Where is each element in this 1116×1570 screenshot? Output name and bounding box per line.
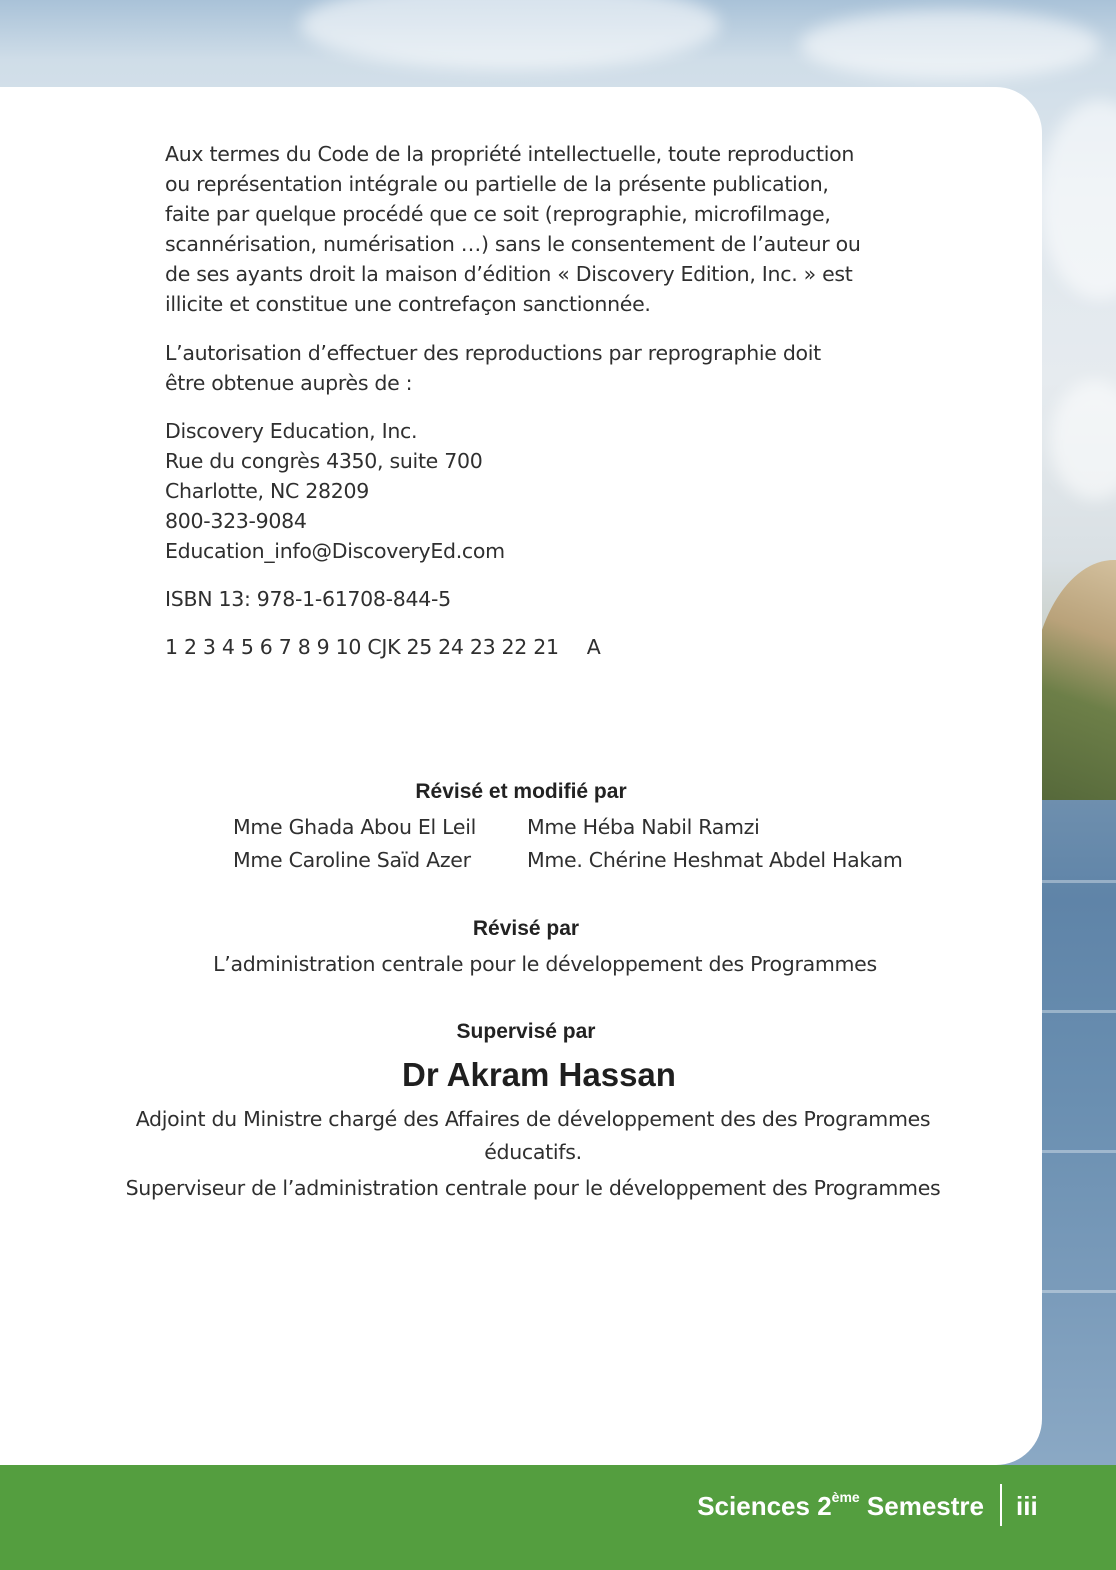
publisher-street: Rue du congrès 4350, suite 700: [165, 449, 483, 473]
water-ripple: [1040, 880, 1116, 883]
supervisor-name: Dr Akram Hassan: [402, 1056, 676, 1093]
publisher-phone: 800-323-9084: [165, 509, 307, 533]
footer-divider: [1000, 1484, 1002, 1526]
reviser-name: Mme Héba Nabil Ramzi: [527, 815, 760, 839]
copyright-line: de ses ayants droit la maison d’édition « Discovery Edition, Inc. » est: [165, 262, 853, 286]
supervisor-role-line: éducatifs.: [484, 1140, 582, 1164]
hillside: [1030, 560, 1116, 800]
cloud: [1040, 100, 1116, 300]
names-column-left: [233, 811, 476, 877]
publisher-city: Charlotte, NC 28209: [165, 479, 369, 503]
footer-title-prefix: Sciences 2: [697, 1491, 832, 1521]
isbn-text: ISBN 13: 978-1-61708-844-5: [165, 587, 451, 611]
authorization-line: L’autorisation d’effectuer des reproductions par reprographie doit: [165, 341, 821, 365]
cloud: [300, 0, 720, 70]
print-run-numbers: 1 2 3 4 5 6 7 8 9 10 CJK 25 24 23 22 21: [165, 635, 559, 659]
revised-heading: Révisé par: [472, 917, 580, 940]
authorization-line: être obtenue auprès de :: [165, 371, 413, 395]
copyright-line: faite par quelque procédé que ce soit (reprographie, microfilmage,: [165, 202, 831, 226]
copyright-line: Aux termes du Code de la propriété intellectuelle, toute reproduction: [165, 142, 855, 166]
supervisor-role-line: Superviseur de l’administration centrale pour le développement des Programmes: [125, 1176, 941, 1200]
copyright-line: ou représentation intégrale ou partielle de la présente publication,: [165, 172, 829, 196]
supervised-heading: Supervisé par: [456, 1020, 596, 1043]
reviser-name: Mme Ghada Abou El Leil: [233, 815, 477, 839]
publisher-name: Discovery Education, Inc.: [165, 419, 418, 443]
footer-title-superscript: ème: [831, 1489, 860, 1506]
page-number: iii: [1016, 1491, 1038, 1521]
footer-book-title: [697, 1491, 984, 1522]
cloud: [1050, 380, 1116, 500]
water-ripple: [1040, 1290, 1116, 1293]
revised-modified-heading: Révisé et modifié par: [415, 780, 627, 803]
reviser-name: Mme Caroline Saïd Azer: [233, 848, 471, 872]
revised-body: L’administration centrale pour le développement des Programmes: [213, 952, 877, 976]
water-ripple: [1040, 1010, 1116, 1013]
publisher-email: Education_info@DiscoveryEd.com: [165, 539, 505, 563]
supervisor-role-line: Adjoint du Ministre chargé des Affaires de développement des des Programmes: [135, 1107, 931, 1131]
footer-title-suffix: Semestre: [859, 1491, 984, 1521]
publisher-address: [165, 416, 865, 566]
copyright-paragraph: [165, 139, 865, 319]
reviser-name: Mme. Chérine Heshmat Abdel Hakam: [527, 848, 903, 872]
copyright-line: scannérisation, numérisation …) sans le consentement de l’auteur ou: [165, 232, 861, 256]
names-column-right: [527, 811, 903, 877]
cloud: [800, 10, 1100, 80]
copyright-line: illicite et constitue une contrefaçon sanctionnée.: [165, 292, 651, 316]
authorization-paragraph: [165, 338, 865, 398]
print-run: [165, 632, 600, 662]
isbn: [165, 584, 865, 614]
print-run-letter: A: [586, 635, 601, 659]
